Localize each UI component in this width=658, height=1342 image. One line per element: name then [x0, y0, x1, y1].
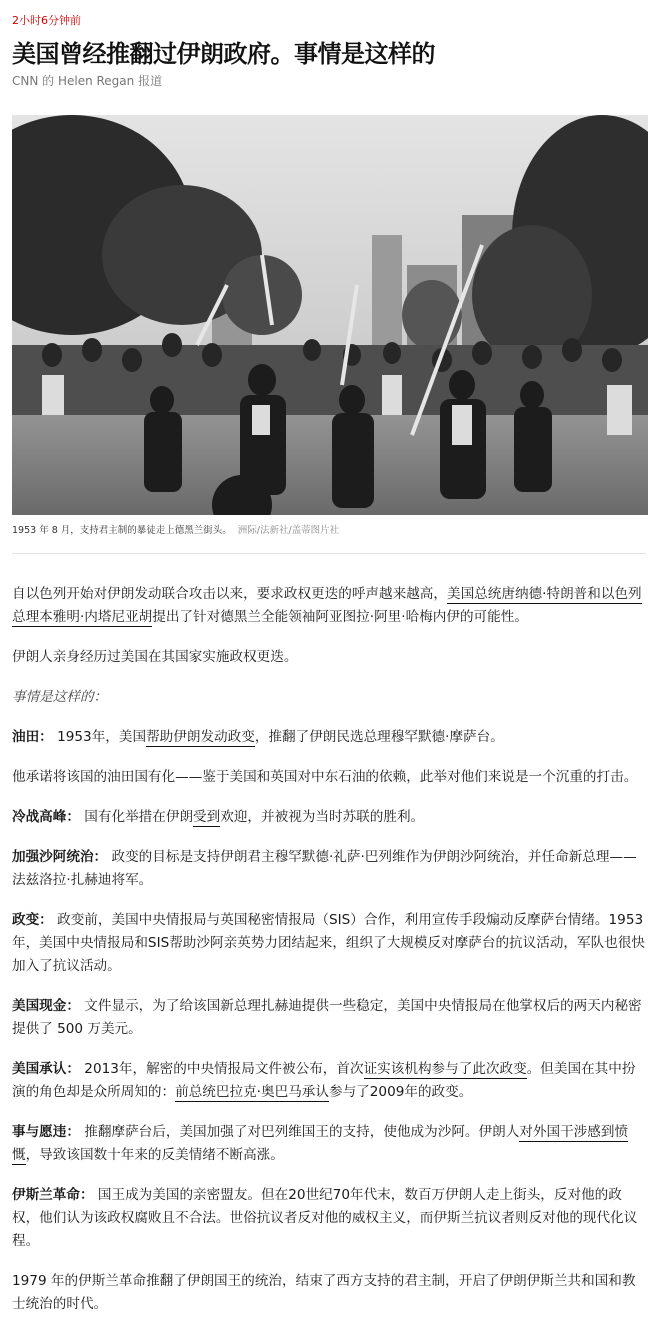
street-protest-photo	[12, 115, 648, 515]
section-label-shah: 加强沙阿统治：	[12, 849, 108, 865]
section-label-cash: 美国现金：	[12, 998, 80, 1014]
byline: CNN 的 Helen Regan 报道	[12, 74, 163, 88]
divider	[12, 553, 646, 554]
text: 国有化举措在伊朗	[79, 809, 194, 825]
text: ，推翻了伊朗民选总理穆罕默德·摩萨台。	[254, 729, 504, 745]
link-cia-confirmed[interactable]: 证实该机构参与了此次政变	[363, 1061, 527, 1077]
text: 。但美国在其中扮演的角色却是众所周知的：	[12, 1061, 636, 1100]
photo-credit: 洲际/法新社/盖蒂图片社	[237, 525, 340, 536]
link-resentment[interactable]: 对外国干涉感到愤慨	[12, 1124, 629, 1163]
section-label-revolution: 伊斯兰革命：	[12, 1187, 94, 1203]
article-body	[12, 583, 648, 1333]
text: 2013年，解密的中央情报局文件被公布，首次	[79, 1061, 364, 1077]
paragraph-shah	[12, 846, 648, 892]
link-obama[interactable]: 前总统巴拉克·奥巴马承认	[175, 1084, 329, 1100]
paragraph-2: 伊朗人亲身经历过美国在其国家实施政权更迭。	[12, 649, 298, 665]
paragraph-coup	[12, 909, 648, 978]
text: 1953年，美国	[52, 729, 147, 745]
link-coup[interactable]: 帮助伊朗发动政变	[146, 729, 255, 745]
paragraph-backfire	[12, 1121, 648, 1167]
article-headline: 美国曾经推翻过伊朗政府。事情是这样的	[12, 40, 435, 68]
text: 文件显示，为了给该国新总理扎赫迪提供一些稳定，美国中央情报局在他掌权后的两天内秘密提供了 500 万美元。	[12, 998, 642, 1037]
text: ，导致该国数十年来的反美情绪不断高涨。	[25, 1147, 284, 1163]
section-label-admission: 美国承认：	[12, 1061, 80, 1077]
paragraph-5: 他承诺将该国的油田国有化——鉴于美国和英国对中东石油的依赖，此举对他们来说是一个沉重的打击。	[12, 769, 638, 785]
caption-text: 1953 年 8 月，支持君主制的暴徒走上德黑兰街头。	[12, 525, 232, 536]
link-netanyahu[interactable]: 色列总理本雅明·内塔尼亚胡	[12, 586, 642, 625]
timestamp: 2小时6分钟前	[12, 14, 81, 27]
section-label-oil: 油田：	[12, 729, 53, 745]
section-label-coup: 政变：	[12, 912, 53, 928]
paragraph-intro	[12, 583, 648, 629]
paragraph-admission	[12, 1058, 648, 1104]
text: 政变前，美国中央情报局与英国秘密情报局（SIS）合作，利用宣传手段煽动反摩萨台情绪。1953年，美国中央情报局和SIS帮助沙阿亲英势力团结起来，组织了大规模反对摩萨台的抗议活动，军队也很快加入了抗议活动。	[12, 912, 645, 974]
paragraph-cash	[12, 995, 648, 1041]
paragraph-revolution	[12, 1184, 648, 1253]
paragraph-1979: 1979 年的伊斯兰革命推翻了伊朗国王的统治，结束了西方支持的君主制，开启了伊朗伊斯兰共和国和教士统治的时代。	[12, 1273, 636, 1312]
text: 政变的目标是支持伊朗君主穆罕默德·礼萨·巴列维作为伊朗沙阿统治，并任命新总理——法兹洛拉·扎赫迪将军。	[12, 849, 637, 888]
article-photo	[12, 115, 648, 515]
text: 提出了针对德黑兰全能领袖阿亚图拉·阿里·哈梅内伊的可能性。	[152, 609, 528, 625]
paragraph-oil	[12, 726, 648, 749]
section-label-backfire: 事与愿违：	[12, 1124, 80, 1140]
text: 推翻摩萨台后，美国加强了对巴列维国王的支持，使他成为沙阿。伊朗人	[79, 1124, 520, 1140]
paragraph-heres-how: 事情是这样的：	[12, 689, 108, 705]
link-trump[interactable]: 美国总统唐纳德·特朗普和以	[447, 586, 615, 602]
text: 国王成为美国的亲密盟友。但在20世纪70年代末，数百万伊朗人走上街头，反对他的政权，他们认为该政权腐败且不合法。世俗抗议者反对他的威权主义，而伊斯兰抗议者则反对他的现代化议程。	[12, 1187, 638, 1249]
paragraph-cold-war	[12, 806, 648, 829]
text: 参与了2009年的政变。	[328, 1084, 473, 1100]
text: 自以色列开始对伊朗发动联合攻击以来，要求政权更迭的呼声越来越高，	[12, 586, 447, 602]
section-label-cold-war: 冷战高峰：	[12, 809, 80, 825]
link-welcomed[interactable]: 受到	[193, 809, 221, 825]
photo-caption	[12, 522, 339, 536]
text: 欢迎，并被视为当时苏联的胜利。	[220, 809, 425, 825]
